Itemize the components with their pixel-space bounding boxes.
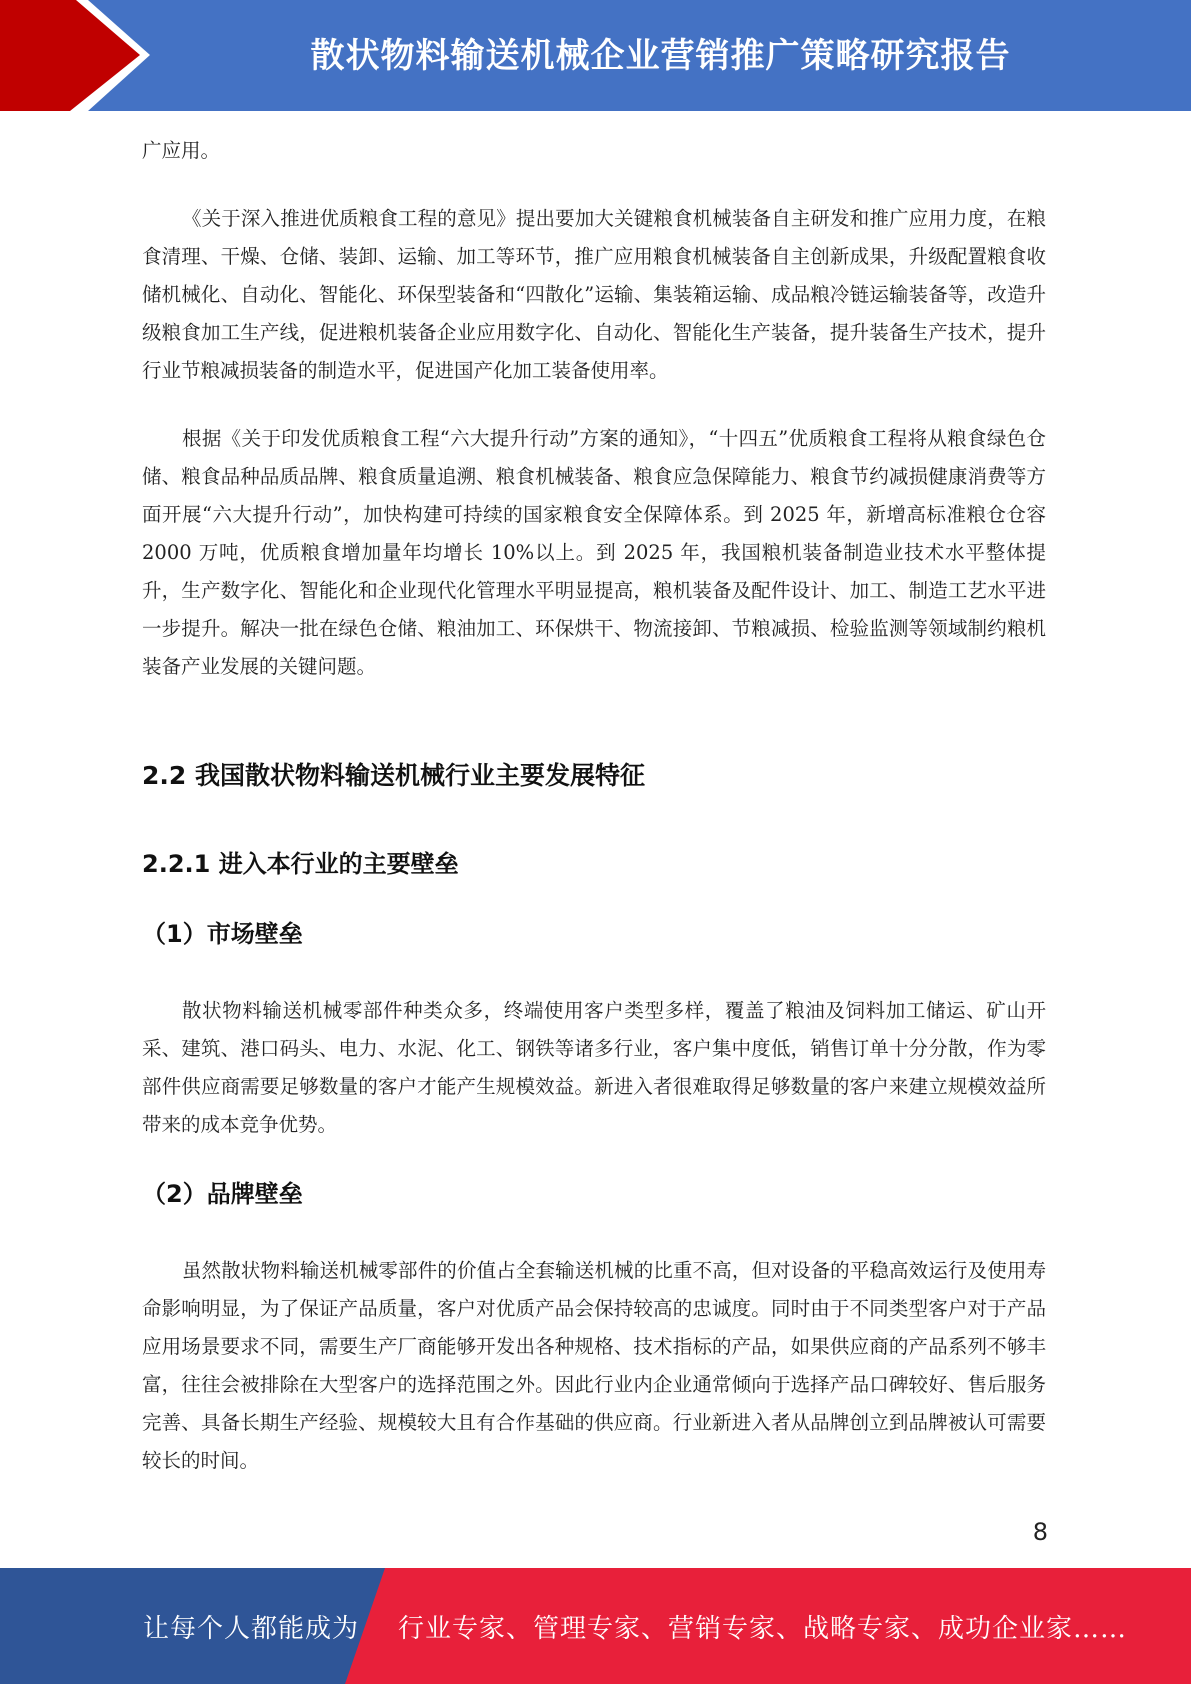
document-body <box>142 132 1046 1480</box>
subheading-brand-barrier: （2）品牌壁垒 <box>142 1180 303 1208</box>
page-header <box>0 0 1191 111</box>
subheading-market-barrier: （1）市场壁垒 <box>142 920 303 948</box>
paragraph-continued: 广应用。 <box>142 139 221 162</box>
paragraph-brand-barrier: 虽然散状物料输送机械零部件的价值占全套输送机械的比重不高，但对设备的平稳高效运行及使用寿命影响明显，为了保证产品质量，客户对优质产品会保持较高的忠诚度。同时由于不同类型客户对于产品应用场景要求不同，需要生产厂商能够开发出各种规格、技术指标的产品，如果供应商的产品系列不够丰富，往往会被排除在大型客户的选择范围之外。因此行业内企业通常倾向于选择产品口碑较好、售后服务完善、具备长期生产经验、规模较大且有合作基础的供应商。行业新进入者从品牌创立到品牌被认可需要较长的时间。 <box>142 1259 1046 1472</box>
page-number: 8 <box>1032 1518 1048 1546</box>
paragraph-six-actions: 根据《关于印发优质粮食工程“六大提升行动”方案的通知》，“十四五”优质粮食工程将从粮食绿色仓储、粮食品种品质品牌、粮食质量追溯、粮食机械装备、粮食应急保障能力、粮食节约减损健康消费等方面开展“六大提升行动”，加快构建可持续的国家粮食安全保障体系。到 2025 年，新增高标准粮仓仓容 2000 万吨，优质粮食增加量年均增长 10%以上。到 2025 年，我国粮机装备制造业技术水平整体提升，生产数字化、智能化和企业现代化管理水平明显提高，粮机装备及配件设计、加工、制造工艺水平进一步提升。解决一批在绿色仓储、粮油加工、环保烘干、物流接卸、节粮减损、检验监测等领域制约粮机装备产业发展的关键问题。 <box>142 427 1046 678</box>
header-arrow-icon <box>0 0 140 111</box>
footer-slogan-left: 让每个人都能成为 <box>143 1613 360 1644</box>
footer-slogan-right: 行业专家、管理专家、营销专家、战略专家、成功企业家…… <box>398 1613 1128 1644</box>
report-title: 散状物料输送机械企业营销推广策略研究报告 <box>310 36 1011 76</box>
page-footer <box>0 1568 1191 1684</box>
paragraph-grain-opinion: 《关于深入推进优质粮食工程的意见》提出要加大关键粮食机械装备自主研发和推广应用力度，在粮食清理、干燥、仓储、装卸、运输、加工等环节，推广应用粮食机械装备自主创新成果，升级配置粮食收储机械化、自动化、智能化、环保型装备和“四散化”运输、集装箱运输、成品粮冷链运输装备等，改造升级粮食加工生产线，促进粮机装备企业应用数字化、自动化、智能化生产装备，提升装备生产技术，提升行业节粮减损装备的制造水平，促进国产化加工装备使用率。 <box>142 207 1046 382</box>
section-heading-2-2-1: 2.2.1 进入本行业的主要壁垒 <box>142 850 459 878</box>
section-heading-2-2: 2.2 我国散状物料输送机械行业主要发展特征 <box>142 761 645 790</box>
paragraph-market-barrier: 散状物料输送机械零部件种类众多，终端使用客户类型多样，覆盖了粮油及饲料加工储运、矿山开采、建筑、港口码头、电力、水泥、化工、钢铁等诸多行业，客户集中度低，销售订单十分分散，作为零部件供应商需要足够数量的客户才能产生规模效益。新进入者很难取得足够数量的客户来建立规模效益所带来的成本竞争优势。 <box>142 999 1046 1136</box>
